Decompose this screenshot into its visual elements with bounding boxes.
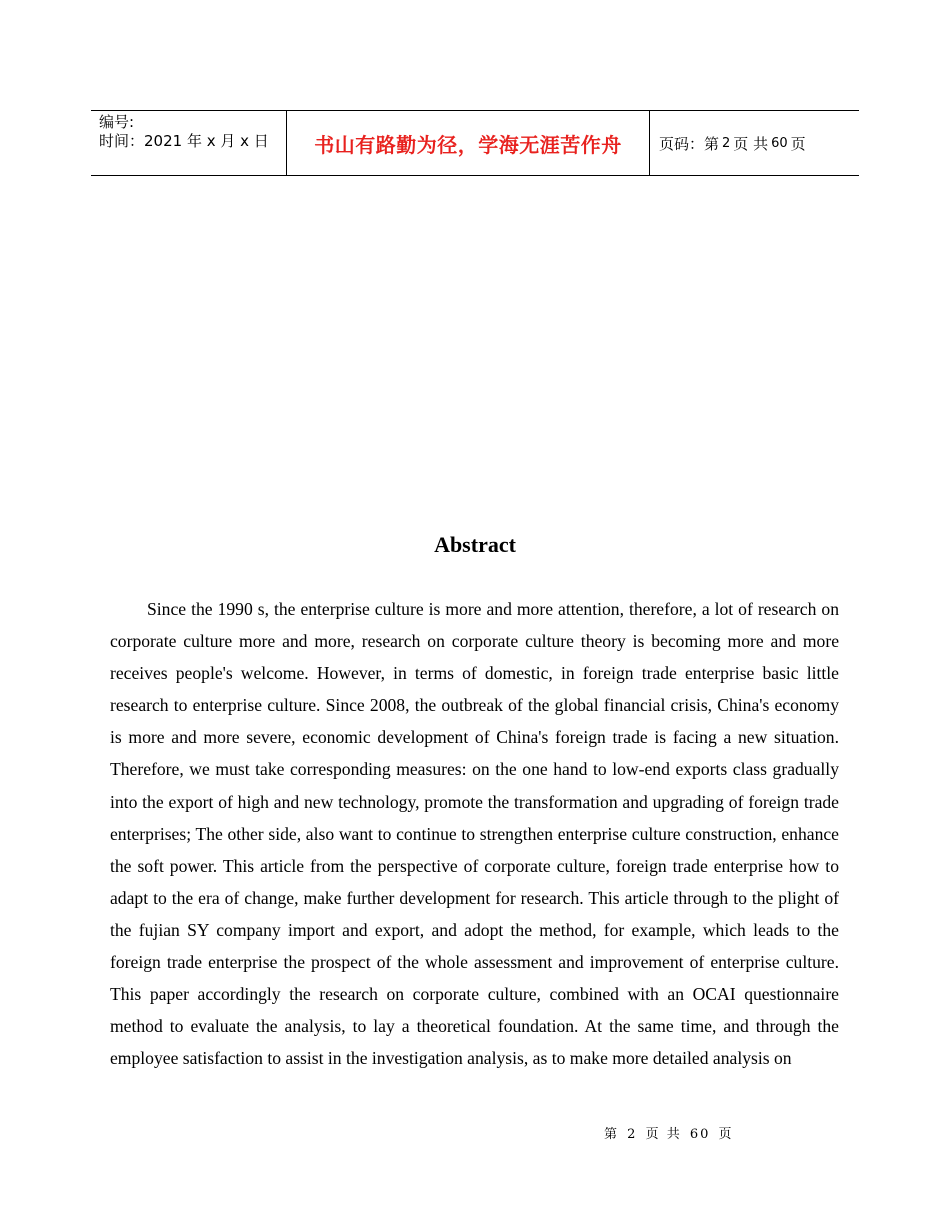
header-page-total: 60: [771, 135, 788, 151]
page-footer: [603, 1123, 735, 1142]
header-page-suffix: 页: [790, 134, 806, 153]
serial-number-label: 编号:: [99, 113, 135, 131]
footer-middle: 页 共: [645, 1127, 682, 1142]
footer-total-pages: 60: [689, 1127, 711, 1142]
header-page-current: 2: [722, 135, 731, 151]
time-label: 时间：2021 年 x 月 x 日: [99, 132, 269, 150]
motto-text: 书山有路勤为径，学海无涯苦作舟: [314, 132, 622, 157]
header-meta-cell: [91, 111, 287, 175]
header-page-middle: 页 共: [733, 134, 769, 153]
header-motto-cell: [287, 111, 650, 175]
header-page-prefix: 页码：第: [659, 134, 720, 153]
page-header: [91, 110, 859, 176]
footer-current-page: 2: [627, 1127, 638, 1142]
footer-prefix: 第: [604, 1127, 620, 1142]
footer-suffix: 页: [718, 1127, 734, 1142]
abstract-paragraph: Since the 1990 s, the enterprise culture is more and more attention, therefore, a lot of research on corporate culture more and more, research on corporate culture theory is becoming more and more receives people's welcome. However, in terms of domestic, in foreign trade enterprise basic little research to enterprise culture. Since 2008, the outbreak of the global financial crisis, China's economy is more and more severe, economic development of China's foreign trade is facing a new situation. Therefore, we must take corresponding measures: on the one hand to low-end exports class gradually into the export of high and new technology, promote the transformation and upgrading of foreign trade enterprises; The other side, also want to continue to strengthen enterprise culture construction, enhance the soft power. This article from the perspective of corporate culture, foreign trade enterprise how to adapt to the era of change, make further development for research. This article through to the plight of the fujian SY company import and export, and adopt the method, for example, which leads to the foreign trade enterprise the prospect of the whole assessment and improvement of enterprise culture. This paper accordingly the research on corporate culture, combined with an OCAI questionnaire method to evaluate the analysis, to lay a theoretical foundation. At the same time, and through the employee satisfaction to assist in the investigation analysis, as to make more detailed analysis on: [110, 599, 839, 1069]
header-page-cell: [650, 111, 859, 175]
abstract-heading: Abstract: [434, 532, 516, 557]
